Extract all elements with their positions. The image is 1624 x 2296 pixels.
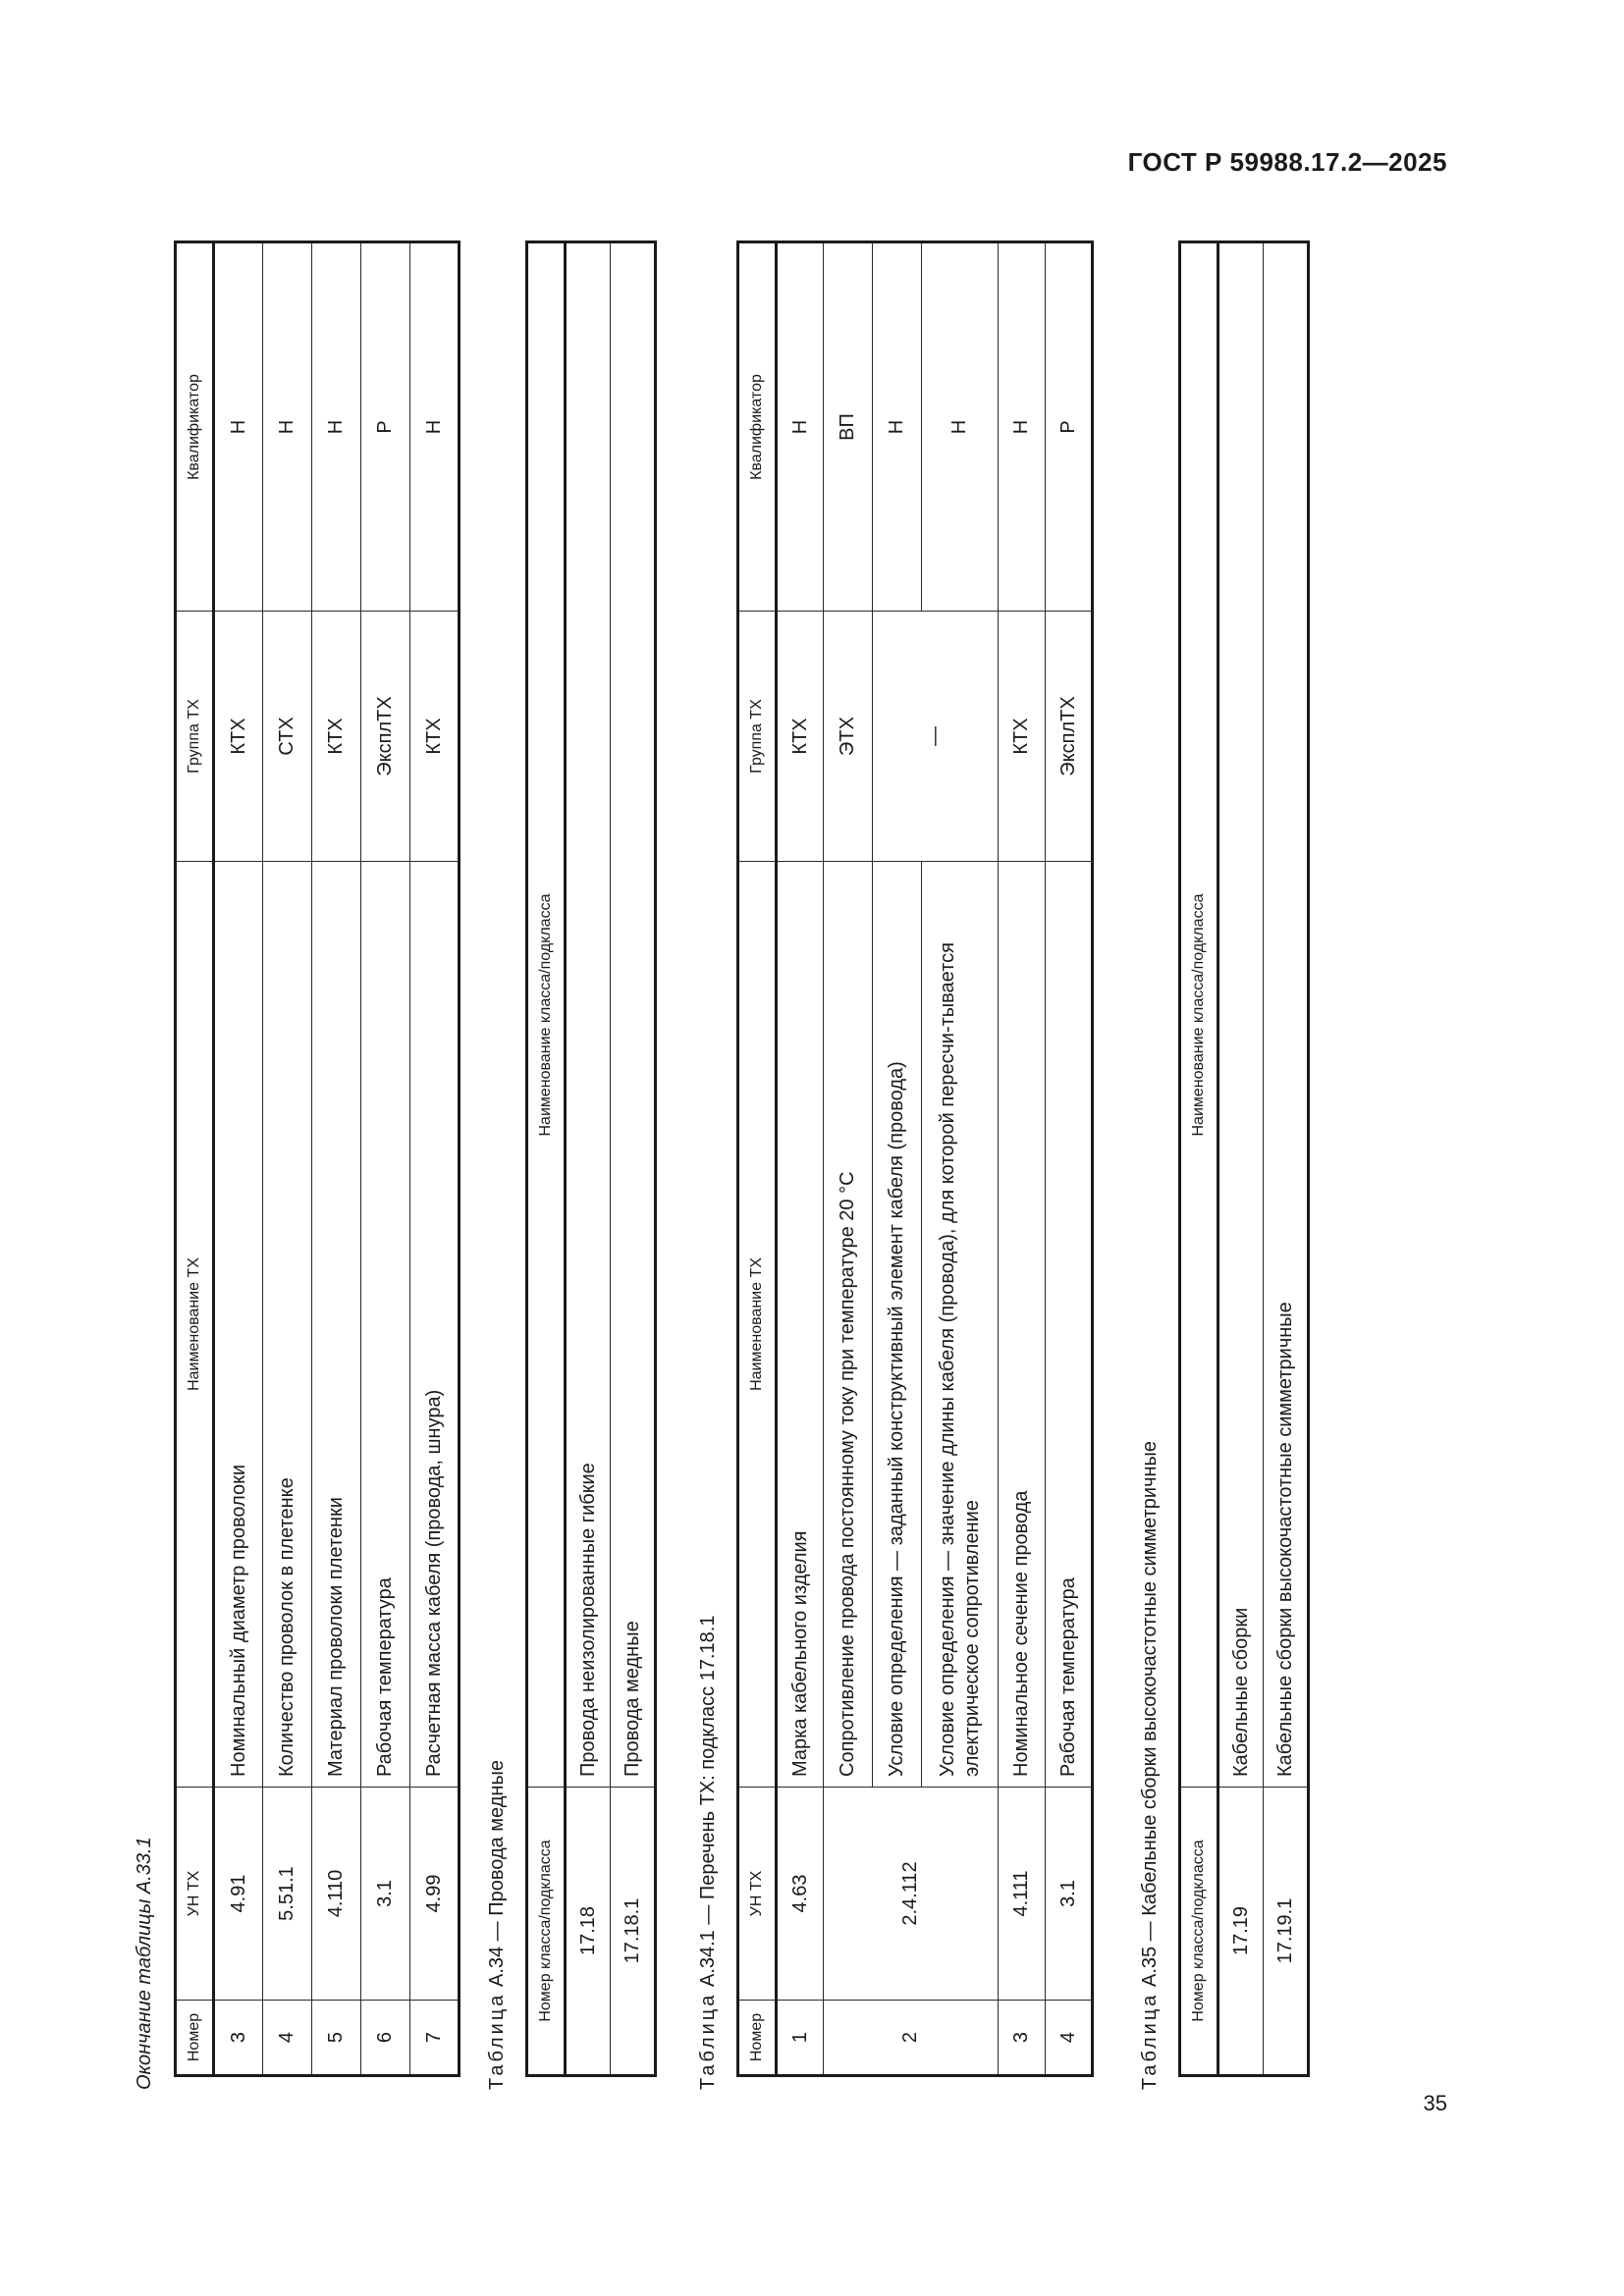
cell-code: 4.91 [214, 1788, 263, 2001]
table-header-row [738, 242, 777, 2076]
cell-group: КТХ [999, 612, 1046, 862]
table-row [611, 242, 656, 2076]
table-row [1046, 242, 1093, 2076]
cell-number: 3 [999, 2001, 1046, 2076]
table-a33-caption: Окончание таблицы А.33.1 [134, 1837, 155, 2090]
cell-number: 4 [1046, 2001, 1093, 2076]
cell-code: 4.111 [999, 1788, 1046, 2001]
cell-group: ЭксплТХ [361, 612, 410, 862]
cell-group: КТХ [410, 612, 460, 862]
caption-text: А.34 — Провода медные [486, 1760, 508, 1988]
cell-group: КТХ [777, 612, 824, 862]
table-header-row [1180, 242, 1218, 2076]
caption-prefix: Таблица [486, 1992, 508, 2090]
cell-class-number: 17.19 [1218, 1788, 1264, 2076]
cell-name: Сопротивление провода постоянному току при температуре 20 °С [824, 862, 873, 1788]
cell-qualifier: Н [777, 242, 824, 612]
cell-group: — [873, 612, 999, 862]
cell-name: Условие определения — значение длины кабеля (провода), для которой пересчи-тывается электрическое сопротивление [922, 862, 999, 1788]
header-class-name: Наименование класса/подкласса [1180, 242, 1218, 1788]
cell-name: Расчетная масса кабеля (провода, шнура) [410, 862, 460, 1788]
cell-group: КТХ [312, 612, 361, 862]
cell-group: СТХ [263, 612, 312, 862]
table-row [312, 242, 361, 2076]
header-number: Номер [176, 2001, 214, 2076]
cell-name: Марка кабельного изделия [777, 862, 824, 1788]
cell-qualifier: Н [312, 242, 361, 612]
table-a35-caption [1139, 1441, 1162, 2090]
cell-code: 4.110 [312, 1788, 361, 2001]
cell-name: Условие определения — заданный конструктивный элемент кабеля (провода) [873, 862, 922, 1788]
caption-prefix: Таблица [697, 1992, 719, 2090]
page-number: 35 [1423, 2091, 1447, 2115]
cell-qualifier: Н [999, 242, 1046, 612]
table-row [410, 242, 460, 2076]
table-a34-caption [486, 1760, 509, 2090]
header-number: Номер [738, 2001, 777, 2076]
table-a34 [525, 240, 657, 2077]
header-group: Группа ТХ [738, 612, 777, 862]
caption-text: А.34.1 — Перечень ТХ: подкласс 17.18.1 [697, 1615, 719, 1988]
table-a34-1 [736, 240, 1094, 2077]
cell-qualifier: Н [263, 242, 312, 612]
table-row [999, 242, 1046, 2076]
cell-group: ЭксплТХ [1046, 612, 1093, 862]
header-name: Наименование ТХ [176, 862, 214, 1788]
table-row [824, 242, 873, 2076]
cell-code: 5.51.1 [263, 1788, 312, 2001]
table-a35 [1178, 240, 1310, 2077]
cell-number: 7 [410, 2001, 460, 2076]
header-class-number: Номер класса/подкласса [527, 1788, 566, 2076]
cell-code: 4.63 [777, 1788, 824, 2001]
cell-qualifier: Н [922, 242, 999, 612]
document-header: ГОСТ Р 59988.17.2—2025 [1127, 147, 1447, 177]
header-qualifier: Квалификатор [176, 242, 214, 612]
cell-name: Рабочая температура [1046, 862, 1093, 1788]
header-class-name: Наименование класса/подкласса [527, 242, 566, 1788]
cell-number: 6 [361, 2001, 410, 2076]
cell-class-name: Кабельные сборки высокочастотные симметричные [1264, 242, 1309, 1788]
header-name: Наименование ТХ [738, 862, 777, 1788]
header-code: УН ТХ [176, 1788, 214, 2001]
header-class-number: Номер класса/подкласса [1180, 1788, 1218, 2076]
table-row [361, 242, 410, 2076]
cell-name: Номинальное сечение провода [999, 862, 1046, 1788]
cell-code: 3.1 [361, 1788, 410, 2001]
cell-name: Материал проволоки плетенки [312, 862, 361, 1788]
cell-class-name: Провода медные [611, 242, 656, 1788]
table-row [566, 242, 611, 2076]
table-header-row [176, 242, 214, 2076]
header-qualifier: Квалификатор [738, 242, 777, 612]
cell-qualifier: Н [873, 242, 922, 612]
cell-group: ЭТХ [824, 612, 873, 862]
table-row [1264, 242, 1309, 2076]
cell-number: 1 [777, 2001, 824, 2076]
caption-prefix: Таблица [1139, 1992, 1161, 2090]
cell-class-number: 17.19.1 [1264, 1788, 1309, 2076]
cell-name: Рабочая температура [361, 862, 410, 1788]
cell-name: Количество проволок в плетенке [263, 862, 312, 1788]
table-row [263, 242, 312, 2076]
cell-qualifier: Н [214, 242, 263, 612]
table-a34-1-caption [697, 1616, 720, 2090]
cell-qualifier: ВП [824, 242, 873, 612]
cell-qualifier: Р [361, 242, 410, 612]
header-code: УН ТХ [738, 1788, 777, 2001]
table-row [1218, 242, 1264, 2076]
cell-code: 4.99 [410, 1788, 460, 2001]
cell-class-name: Кабельные сборки [1218, 242, 1264, 1788]
header-group: Группа ТХ [176, 612, 214, 862]
caption-text: А.35 — Кабельные сборки высокочастотные симметричные [1139, 1440, 1161, 1988]
cell-number: 3 [214, 2001, 263, 2076]
cell-number: 5 [312, 2001, 361, 2076]
table-a33 [174, 240, 460, 2077]
cell-class-name: Провода неизолированные гибкие [566, 242, 611, 1788]
cell-class-number: 17.18 [566, 1788, 611, 2076]
cell-number: 2 [824, 2001, 999, 2076]
cell-number: 4 [263, 2001, 312, 2076]
cell-name: Номинальный диаметр проволоки [214, 862, 263, 1788]
cell-group: КТХ [214, 612, 263, 862]
cell-code: 2.4.112 [824, 1788, 999, 2001]
cell-qualifier: Н [410, 242, 460, 612]
cell-class-number: 17.18.1 [611, 1788, 656, 2076]
table-row [214, 242, 263, 2076]
table-header-row [527, 242, 566, 2076]
cell-code: 3.1 [1046, 1788, 1093, 2001]
table-row [777, 242, 824, 2076]
cell-qualifier: Р [1046, 242, 1093, 612]
